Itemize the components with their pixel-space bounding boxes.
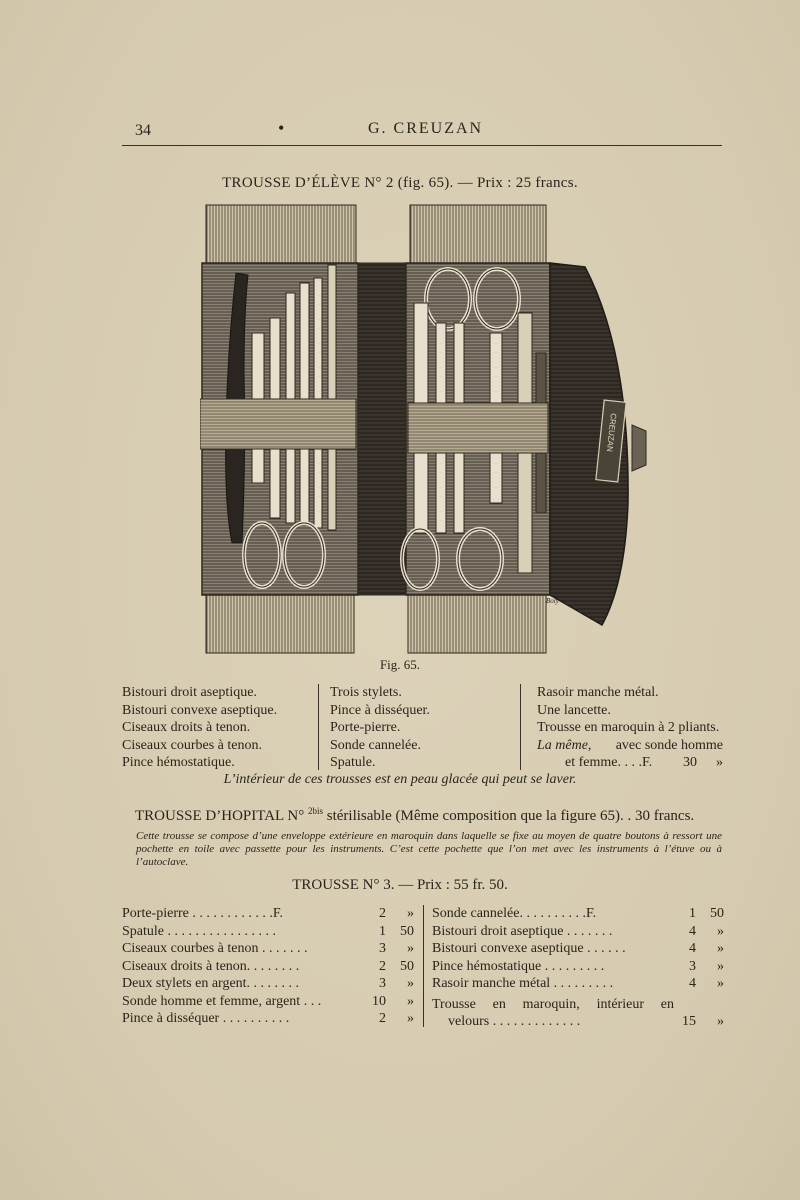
price-row: [122, 923, 414, 941]
hopital-description: Cette trousse se compose d’une enveloppe extérieure en maroquin dans laquelle se fixe au moyen de quatre boutons à ressort une pochette en toile avec passette pour les instruments. C’est cette pochette que l’on met avec les instruments à l’étuve ou à l’autoclave.: [136, 830, 722, 868]
item-unit: »: [717, 1014, 724, 1029]
title-suffix: stérilisable (Même composition que la figure 65). . 30 francs.: [323, 808, 695, 824]
price-row: [122, 958, 414, 976]
list-item: Trois stylets.: [330, 685, 402, 700]
item-amount: 4: [689, 923, 696, 939]
item-amount: 3: [379, 941, 386, 956]
item-unit: »: [717, 976, 724, 991]
price-row: [432, 923, 724, 941]
item-amount: 3: [689, 958, 696, 974]
running-head-author: G. CREUZAN: [368, 120, 484, 137]
list-item: Trousse en maroquin à 2 pliants.: [537, 720, 720, 735]
header-rule: [122, 145, 722, 146]
item-unit: »: [407, 993, 414, 1009]
list-item: Porte-pierre.: [330, 720, 401, 735]
running-head: [122, 120, 722, 144]
list-item: Ciseaux courbes à tenon.: [122, 737, 262, 753]
item-unit: »: [407, 976, 414, 991]
price-row: [432, 975, 724, 993]
page-number: 34: [135, 122, 151, 139]
section-title-trousse-eleve: TROUSSE D’ÉLÈVE N° 2 (fig. 65). — Prix : 25 francs.: [222, 175, 578, 191]
variant-unit: »: [716, 755, 723, 770]
list-item: Bistouri droit aseptique.: [122, 685, 257, 700]
contents-column-3: [537, 684, 723, 772]
price-list-right: [432, 905, 724, 1031]
list-item: Spatule.: [330, 755, 376, 770]
item-label: Porte-pierre . . . . . . . . . . . .F.: [122, 906, 284, 921]
item-amount: 1: [689, 906, 696, 921]
item-label: Ciseaux droits à tenon. . . . . . . .: [122, 958, 300, 974]
price-row: [122, 993, 414, 1011]
price-row: [122, 975, 414, 993]
brand-logo: CREUZAN: [604, 412, 618, 453]
section-title-trousse-hopital: [135, 806, 725, 825]
price-row: [432, 905, 724, 923]
item-label: Rasoir manche métal . . . . . . . . .: [432, 976, 614, 991]
item-label: Pince hémostatique . . . . . . . . .: [432, 958, 605, 974]
variant-price-line: [537, 754, 723, 772]
price-row: [122, 940, 414, 958]
list-item: Sonde cannelée.: [330, 737, 421, 753]
contents-column-2: [330, 684, 515, 772]
price-list-left: [122, 905, 414, 1028]
variant-line: [537, 737, 723, 755]
item-unit: 50: [710, 906, 724, 921]
item-label: velours . . . . . . . . . . . . .: [448, 1014, 581, 1029]
list-item: Rasoir manche métal.: [537, 685, 659, 700]
list-item: Pince à disséquer.: [330, 702, 430, 718]
item-amount: 1: [379, 923, 386, 939]
item-label: Bistouri convexe aseptique . . . . . .: [432, 941, 626, 956]
column-divider: [423, 905, 424, 1027]
column-divider: [318, 684, 319, 770]
item-amount: 2: [379, 906, 386, 921]
variant-text-2: et femme. . . .F.: [565, 755, 653, 770]
item-label: Pince à disséquer . . . . . . . . . .: [122, 1011, 290, 1026]
item-amount: 3: [379, 976, 386, 991]
list-item: Ciseaux droits à tenon.: [122, 720, 251, 735]
interior-note: L’intérieur de ces trousses est en peau glacée qui peut se laver.: [223, 772, 577, 787]
list-item: Une lancette.: [537, 702, 611, 718]
list-item: Bistouri convexe aseptique.: [122, 702, 278, 718]
title-prefix: TROUSSE D’HOPITAL N°: [135, 808, 305, 824]
price-row-multiline: [432, 996, 724, 1014]
section-title-trousse-3: TROUSSE N° 3. — Prix : 55 fr. 50.: [292, 877, 508, 893]
item-amount: 4: [689, 976, 696, 991]
item-label: Bistouri droit aseptique . . . . . . .: [432, 923, 613, 939]
item-unit: 50: [400, 958, 414, 974]
contents-column-1: [122, 684, 317, 772]
item-amount: 2: [379, 958, 386, 974]
item-label: Deux stylets en argent. . . . . . . .: [122, 976, 300, 991]
item-unit: »: [717, 941, 724, 956]
price-row: [432, 1013, 724, 1031]
instrument-case-engraving: [200, 203, 660, 655]
item-unit: »: [407, 941, 414, 956]
item-label: Trousse en maroquin, intérieur en: [432, 996, 674, 1012]
variant-label: La même,: [537, 737, 592, 753]
variant-text: avec sonde homme: [615, 737, 723, 753]
price-row: [122, 1010, 414, 1028]
item-amount: 15: [682, 1014, 696, 1029]
item-label: Spatule . . . . . . . . . . . . . . . .: [122, 923, 276, 939]
figure-caption: Fig. 65.: [379, 657, 421, 672]
variant-price: 30: [683, 755, 697, 770]
item-label: Sonde cannelée. . . . . . . . . .F.: [432, 906, 597, 921]
ornament-mark: •: [278, 118, 285, 138]
item-amount: 10: [372, 993, 386, 1009]
item-unit: »: [407, 906, 414, 921]
item-label: Ciseaux courbes à tenon . . . . . . .: [122, 941, 308, 956]
item-amount: 2: [379, 1011, 386, 1026]
title-superscript: 2bis: [308, 806, 324, 816]
column-divider: [520, 684, 521, 770]
item-label: Sonde homme et femme, argent . . .: [122, 993, 322, 1009]
list-item: Pince hémostatique.: [122, 755, 235, 770]
item-unit: »: [717, 923, 724, 939]
price-row: [432, 958, 724, 976]
item-unit: »: [717, 958, 724, 974]
engraver-signature: Boly: [546, 597, 559, 605]
item-amount: 4: [689, 941, 696, 956]
item-unit: 50: [400, 923, 414, 939]
price-row: [432, 940, 724, 958]
price-row: [122, 905, 414, 923]
item-unit: »: [407, 1011, 414, 1026]
